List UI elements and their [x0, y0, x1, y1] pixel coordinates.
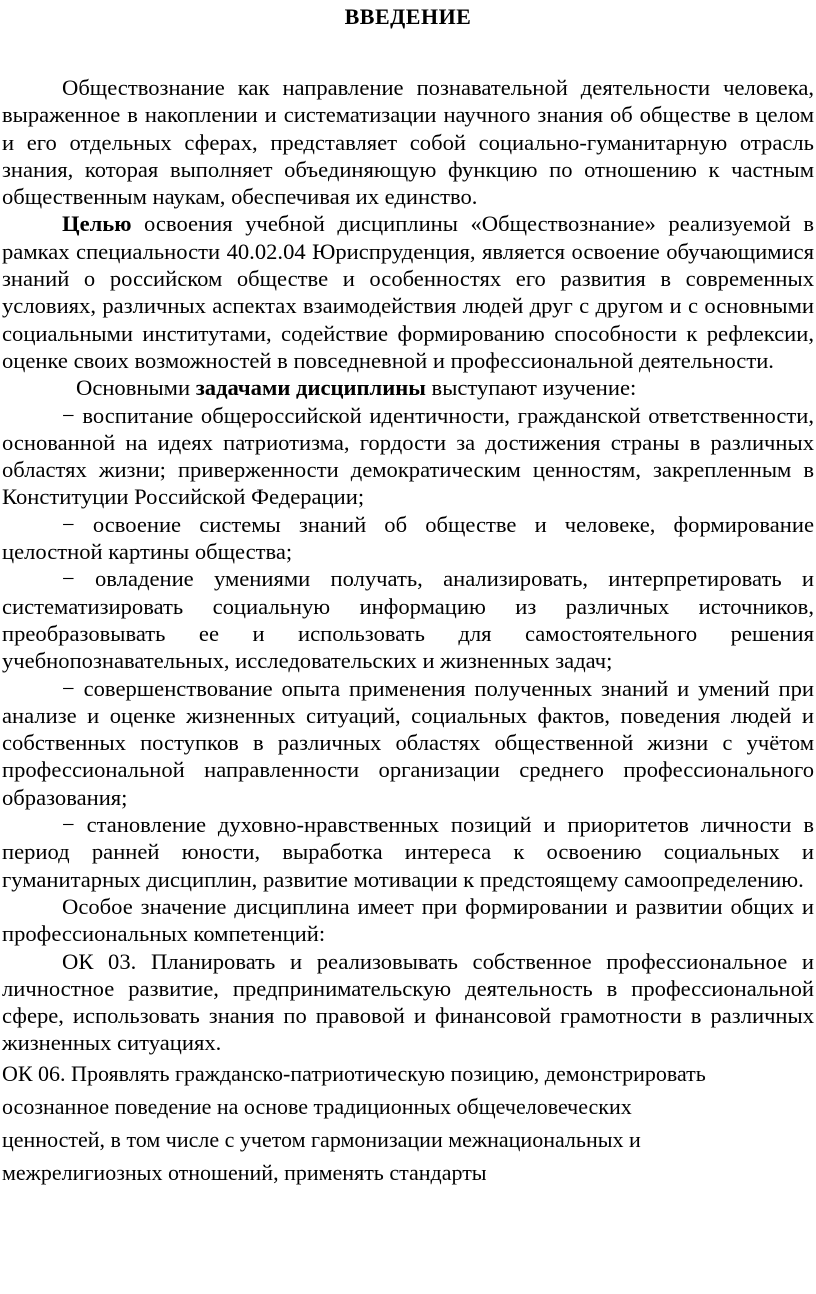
- list-item: − овладение умениями получать, анализировать, интерпретировать и систематизировать социальную информацию из различных источников, преобразовывать ее и использовать для самостоятельного решения учебнопознавательных, исследовательских и жизненных задач;: [2, 566, 814, 674]
- paragraph-tasks-intro: [2, 374, 814, 401]
- paragraph-goal: [2, 210, 814, 374]
- paragraph-competencies: Особое значение дисциплина имеет при формировании и развитии общих и профессиональных компетенций:: [2, 893, 814, 947]
- tasks-tail: выступают изучение:: [425, 375, 637, 401]
- paragraph-ok03: ОК 03. Планировать и реализовывать собственное профессиональное и личностное развитие, предпринимательскую деятельность в профессиональной сфере, использовать знания по правовой и финансовой грамотности в различных жизненных ситуациях.: [2, 948, 814, 1056]
- ok06-line: осознанное поведение на основе традиционных общечеловеческих: [2, 1093, 632, 1119]
- goal-text: освоения учебной дисциплины «Обществознание» реализуемой в рамках специальности 40.02.04 Юриспруденция, является освоение обучающимися знаний о российском обществе и особенностях его развития в современных условиях, различных аспектах взаимодействия людей друг с другом и с основными социальными институтами, содействие формированию способности к рефлексии, оценке своих возможностей в повседневной и профессиональной деятельности.: [2, 211, 814, 373]
- list-item: − становление духовно-нравственных позиций и приоритетов личности в период ранней юности, выработка интереса к освоению социальных и гуманитарных дисциплин, развитие мотивации к предстоящему самоопределению.: [2, 812, 814, 892]
- list-item: − освоение системы знаний об обществе и человеке, формирование целостной картины общества;: [2, 511, 814, 565]
- ok06-line: ОК 06. Проявлять гражданско-патриотическую позицию, демонстрировать: [2, 1060, 706, 1086]
- document-body: [2, 74, 814, 1057]
- goal-keyword: Целью: [62, 211, 132, 237]
- ok06-line: межрелигиозных отношений, применять стандарты: [2, 1159, 487, 1185]
- tasks-keyword: задачами дисциплины: [195, 375, 426, 401]
- list-item: − воспитание общероссийской идентичности, гражданской ответственности, основанной на идеях патриотизма, гордости за достижения страны в различных областях жизни; приверженности демократическим ценностям, закрепленным в Конституции Российской Федерации;: [2, 402, 814, 510]
- list-item: − совершенствование опыта применения полученных знаний и умений при анализе и оценке жизненных ситуаций, социальных фактов, поведения людей и собственных поступков в различных областях общественной жизни с учётом профессиональной направленности организации среднего профессионального образования;: [2, 675, 814, 810]
- paragraph-intro: Обществознание как направление познавательной деятельности человека, выраженное в накоплении и систематизации научного знания об обществе в целом и его отдельных сферах, представляет собой социально-гуманитарную отрасль знания, которая выполняет объединяющую функцию по отношению к частным общественным наукам, обеспечивая их единство.: [2, 75, 814, 210]
- ok06-block: [2, 1057, 814, 1189]
- tasks-lead: Основными: [76, 375, 196, 401]
- ok06-line: ценностей, в том числе с учетом гармонизации межнациональных и: [2, 1126, 641, 1152]
- page-title: ВВЕДЕНИЕ: [344, 4, 472, 29]
